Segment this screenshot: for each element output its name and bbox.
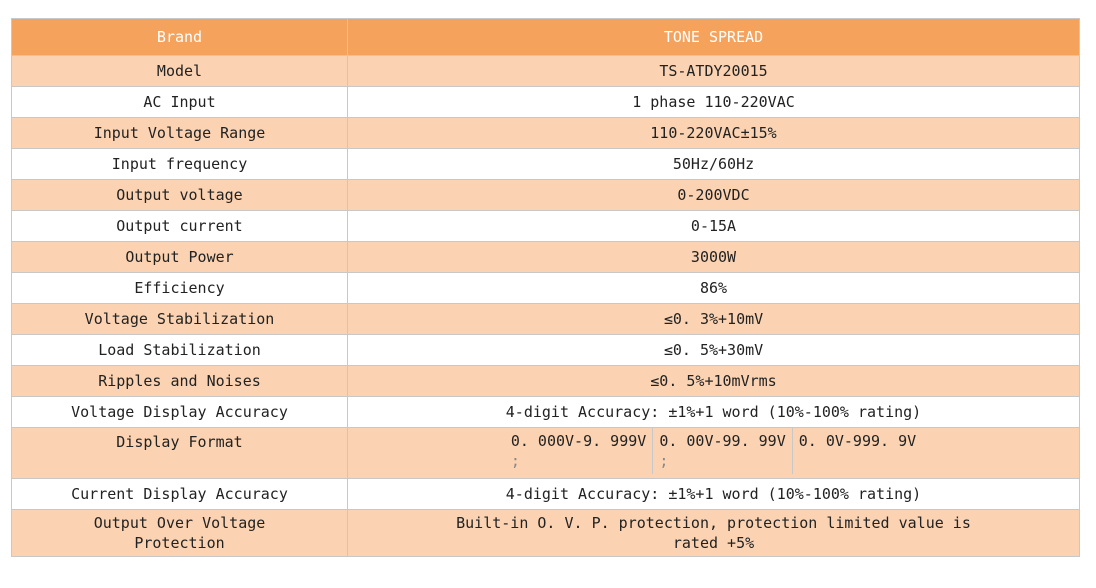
ovp-value xyxy=(348,510,1080,557)
display-format-option xyxy=(505,428,652,474)
row-value: TS-ATDY20015 xyxy=(348,56,1080,87)
table-row xyxy=(12,397,1080,428)
format-option-suffix: ; xyxy=(510,452,520,470)
table-row xyxy=(12,56,1080,87)
ovp-row xyxy=(12,510,1080,557)
row-label: Output Power xyxy=(12,242,348,273)
row-value: ≤0. 5%+10mVrms xyxy=(348,366,1080,397)
ovp-label-line1: Output Over Voltage xyxy=(93,514,266,532)
table-row xyxy=(12,304,1080,335)
table-row xyxy=(12,273,1080,304)
header-row xyxy=(12,19,1080,56)
row-value: 0-15A xyxy=(348,211,1080,242)
brand-label: Brand xyxy=(12,19,348,56)
format-option-text: 0. 0V-999. 9V xyxy=(798,432,917,450)
table-row xyxy=(12,180,1080,211)
row-label: Voltage Display Accuracy xyxy=(12,397,348,428)
row-label: Input Voltage Range xyxy=(12,118,348,149)
row-value: 0-200VDC xyxy=(348,180,1080,211)
row-value: 1 phase 110-220VAC xyxy=(348,87,1080,118)
ovp-label-line2: Protection xyxy=(134,534,225,552)
display-format-option xyxy=(652,428,791,474)
table-row xyxy=(12,149,1080,180)
row-label: Voltage Stabilization xyxy=(12,304,348,335)
row-label: Output current xyxy=(12,211,348,242)
row-value: 86% xyxy=(348,273,1080,304)
table-row xyxy=(12,211,1080,242)
ovp-value-line1: Built-in O. V. P. protection, protection limited value is xyxy=(456,514,971,532)
row-label: Current Display Accuracy xyxy=(12,479,348,510)
spec-table xyxy=(11,18,1080,557)
display-format-label: Display Format xyxy=(12,428,348,479)
ovp-value-line2: rated +5% xyxy=(672,534,755,552)
brand-value: TONE SPREAD xyxy=(348,19,1080,56)
row-value: 4-digit Accuracy: ±1%+1 word (10%-100% rating) xyxy=(348,479,1080,510)
table-row xyxy=(12,366,1080,397)
row-value: 3000W xyxy=(348,242,1080,273)
table-row xyxy=(12,479,1080,510)
row-value: 50Hz/60Hz xyxy=(348,149,1080,180)
row-label: Model xyxy=(12,56,348,87)
row-label: AC Input xyxy=(12,87,348,118)
row-label: Output voltage xyxy=(12,180,348,211)
table-row xyxy=(12,118,1080,149)
ovp-label xyxy=(12,510,348,557)
row-label: Ripples and Noises xyxy=(12,366,348,397)
display-format-option xyxy=(792,428,922,474)
table-row xyxy=(12,335,1080,366)
row-label: Input frequency xyxy=(12,149,348,180)
row-value: ≤0. 3%+10mV xyxy=(348,304,1080,335)
display-format-options xyxy=(348,428,1080,479)
format-option-text: 0. 00V-99. 99V xyxy=(659,432,786,450)
display-format-row xyxy=(12,428,1080,479)
table-row xyxy=(12,87,1080,118)
table-row xyxy=(12,242,1080,273)
row-value: 4-digit Accuracy: ±1%+1 word (10%-100% rating) xyxy=(348,397,1080,428)
row-value: ≤0. 5%+30mV xyxy=(348,335,1080,366)
format-option-text: 0. 000V-9. 999V xyxy=(510,432,647,450)
row-value: 110-220VAC±15% xyxy=(348,118,1080,149)
row-label: Load Stabilization xyxy=(12,335,348,366)
format-option-suffix: ; xyxy=(659,452,669,470)
row-label: Efficiency xyxy=(12,273,348,304)
